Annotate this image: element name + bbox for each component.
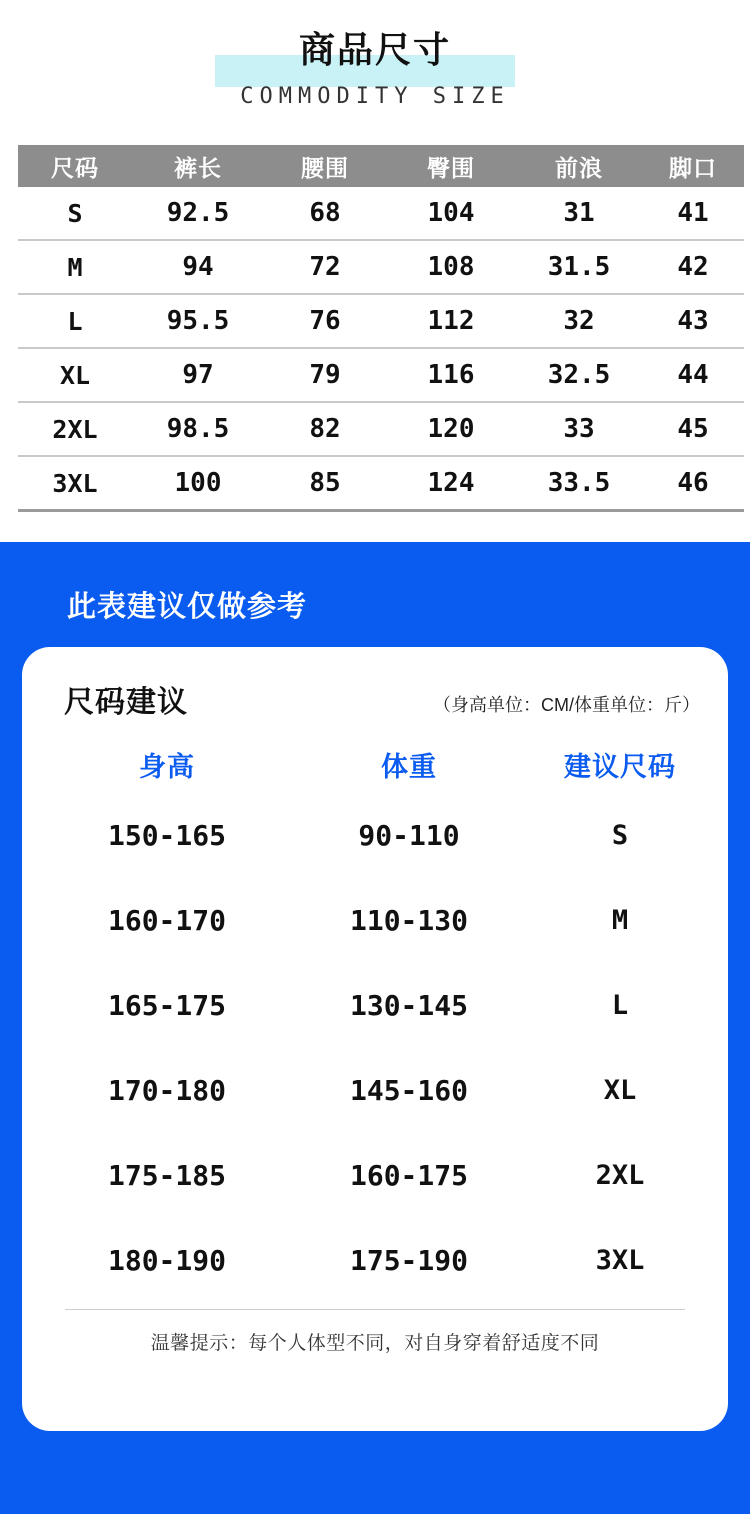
table-row	[18, 402, 744, 456]
recommended-size-cell: L	[611, 990, 629, 1021]
reference-note: 此表建议仅做参考	[67, 591, 308, 623]
size-cell: 76	[264, 294, 386, 348]
table-row	[18, 348, 744, 402]
page-title: 商品尺寸	[298, 29, 451, 70]
weight-cell: 90-110	[358, 819, 460, 852]
size-cell: 97	[132, 348, 264, 402]
table-row	[18, 456, 744, 511]
weight-cell: 160-175	[349, 1159, 468, 1192]
weight-cell: 145-160	[349, 1074, 468, 1107]
table-row	[46, 1048, 710, 1133]
recommended-size-cell: S	[611, 820, 629, 851]
size-cell: 95.5	[132, 294, 264, 348]
recommended-size-cell: 3XL	[595, 1245, 645, 1276]
size-cell: 79	[264, 348, 386, 402]
page-subtitle: COMMODITY SIZE	[240, 84, 510, 109]
size-cell: XL	[18, 348, 132, 402]
size-cell: 100	[132, 456, 264, 511]
weight-cell: 110-130	[349, 904, 468, 937]
size-cell: 104	[386, 187, 516, 240]
size-cell: 42	[642, 240, 744, 294]
size-cell: 44	[642, 348, 744, 402]
size-cell: 41	[642, 187, 744, 240]
recommendation-header-cell: 体重	[381, 751, 437, 782]
table-row	[18, 294, 744, 348]
size-table-header-cell: 前浪	[516, 145, 642, 187]
size-cell: 82	[264, 402, 386, 456]
size-cell: 31	[516, 187, 642, 240]
height-cell: 170-180	[107, 1074, 226, 1107]
table-row	[18, 240, 744, 294]
height-cell: 175-185	[107, 1159, 226, 1192]
size-cell: M	[18, 240, 132, 294]
table-row	[46, 963, 710, 1048]
recommended-size-cell: M	[611, 905, 629, 936]
recommendation-card	[22, 647, 728, 1431]
size-cell: S	[18, 187, 132, 240]
size-cell: 45	[642, 402, 744, 456]
size-cell: 85	[264, 456, 386, 511]
size-cell: 112	[386, 294, 516, 348]
size-cell: 32	[516, 294, 642, 348]
size-cell: 98.5	[132, 402, 264, 456]
size-cell: 33.5	[516, 456, 642, 511]
recommended-size-cell: 2XL	[595, 1160, 645, 1191]
recommendation-table	[46, 735, 710, 1303]
size-table-header-cell: 尺码	[18, 145, 132, 187]
size-cell: 3XL	[18, 456, 132, 511]
table-row	[46, 1218, 710, 1303]
size-cell: 68	[264, 187, 386, 240]
size-cell: 92.5	[132, 187, 264, 240]
size-table-header-cell: 脚口	[642, 145, 744, 187]
table-row	[46, 793, 710, 878]
height-cell: 165-175	[107, 989, 226, 1022]
size-table-header-row	[18, 145, 744, 187]
size-cell: 43	[642, 294, 744, 348]
size-cell: 72	[264, 240, 386, 294]
size-table	[18, 145, 744, 512]
table-row	[46, 878, 710, 963]
recommended-size-cell: XL	[603, 1075, 637, 1106]
size-table-section	[0, 145, 750, 512]
tip-text: 温馨提示：每个人体型不同，对自身穿着舒适度不同	[150, 1333, 600, 1354]
size-cell: 2XL	[18, 402, 132, 456]
size-cell: 33	[516, 402, 642, 456]
size-table-header-cell: 臀围	[386, 145, 516, 187]
table-row	[46, 1133, 710, 1218]
table-row	[18, 187, 744, 240]
size-cell: 31.5	[516, 240, 642, 294]
size-table-header-cell: 腰围	[264, 145, 386, 187]
height-cell: 150-165	[107, 819, 226, 852]
size-cell: 116	[386, 348, 516, 402]
weight-cell: 175-190	[349, 1244, 468, 1277]
size-cell: L	[18, 294, 132, 348]
recommendation-header-cell: 身高	[139, 751, 195, 782]
weight-cell: 130-145	[349, 989, 468, 1022]
size-table-header-cell: 裤长	[132, 145, 264, 187]
unit-note: （身高单位：CM/体重单位：斤）	[433, 695, 700, 715]
size-recommendation-panel	[0, 542, 750, 1514]
recommendation-header-row	[46, 735, 710, 793]
size-cell: 120	[386, 402, 516, 456]
size-cell: 124	[386, 456, 516, 511]
size-cell: 108	[386, 240, 516, 294]
size-cell: 32.5	[516, 348, 642, 402]
height-cell: 180-190	[107, 1244, 226, 1277]
page-header	[0, 0, 750, 145]
recommendation-card-header	[46, 669, 704, 727]
height-cell: 160-170	[107, 904, 226, 937]
size-cell: 94	[132, 240, 264, 294]
recommendation-header-cell: 建议尺码	[564, 751, 676, 782]
size-cell: 46	[642, 456, 744, 511]
recommendation-title: 尺码建议	[64, 686, 188, 719]
